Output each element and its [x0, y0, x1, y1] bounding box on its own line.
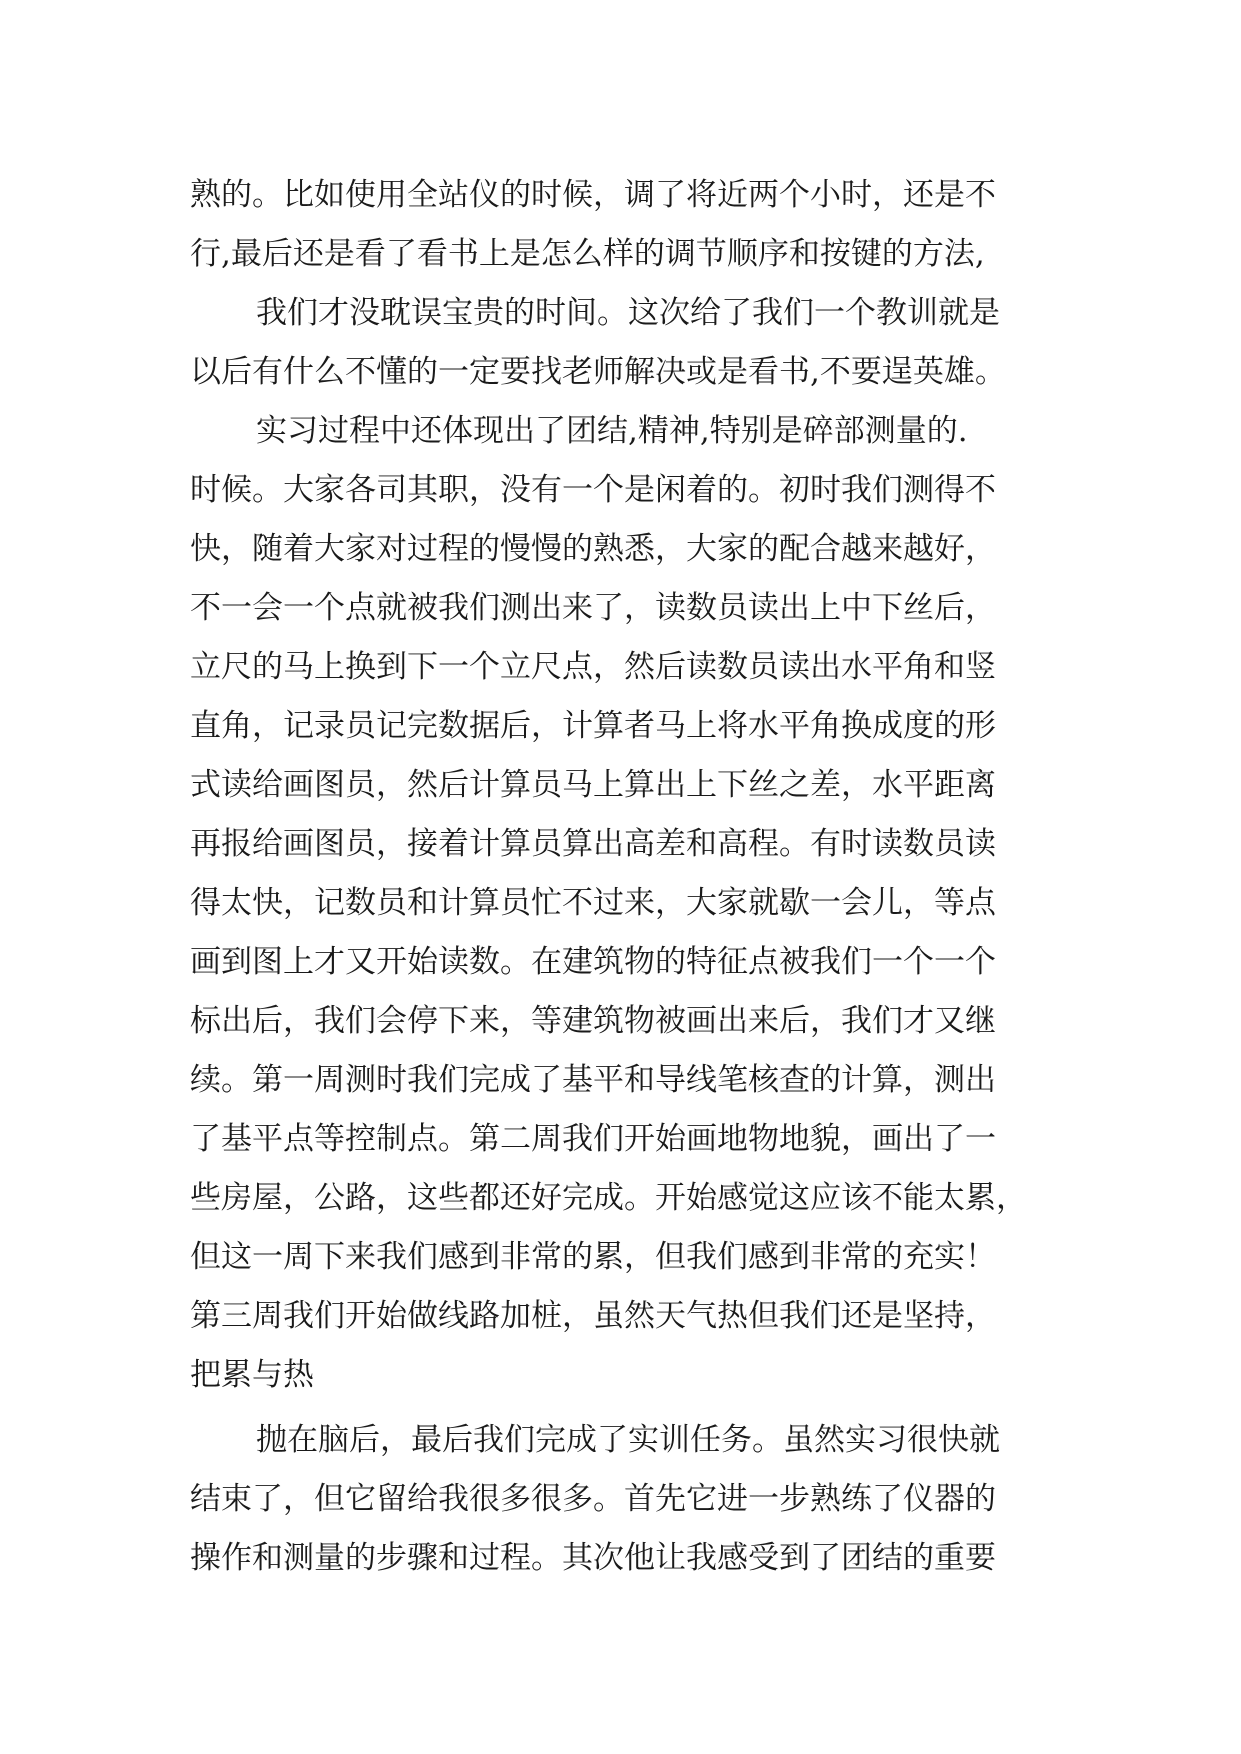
text-line: 第三周我们开始做线路加桩，虽然天气热但我们还是坚持，	[190, 1298, 996, 1334]
text-line: 以后有什么不懂的一定要找老师解决或是看书,不要逞英雄。	[190, 354, 1006, 390]
text-line: 不一会一个点就被我们测出来了，读数员读出上中下丝后，	[190, 590, 996, 626]
paragraph-1	[190, 166, 1090, 284]
text-line: 熟的。比如使用全站仪的时候，调了将近两个小时，还是不	[190, 177, 996, 213]
text-line: 快，随着大家对过程的慢慢的熟悉，大家的配合越来越好，	[190, 531, 996, 567]
text-line: 但这一周下来我们感到非常的累，但我们感到非常的充实！	[190, 1239, 996, 1275]
text-line: 式读给画图员，然后计算员马上算出上下丝之差，水平距离	[190, 767, 996, 803]
text-line: 得太快，记数员和计算员忙不过来，大家就歇一会儿，等点	[190, 885, 996, 921]
text-line: 些房屋，公路，这些都还好完成。开始感觉这应该不能太累，	[190, 1180, 1027, 1216]
text-line: 实习过程中还体现出了团结,精神,特别是碎部测量的.	[256, 413, 968, 449]
text-line: 标出后，我们会停下来，等建筑物被画出来后，我们才又继	[190, 1003, 996, 1039]
text-line: 立尺的马上换到下一个立尺点，然后读数员读出水平角和竖	[190, 649, 996, 685]
text-line: 再报给画图员，接着计算员算出高差和高程。有时读数员读	[190, 826, 996, 862]
text-line: 结束了，但它留给我很多很多。首先它进一步熟练了仪器的	[190, 1481, 996, 1517]
text-line: 把累与热	[190, 1357, 314, 1393]
text-line: 行,最后还是看了看书上是怎么样的调节顺序和按键的方法,	[190, 236, 985, 272]
body-text	[190, 166, 1090, 1588]
text-line: 续。第一周测时我们完成了基平和导线笔核查的计算，测出	[190, 1062, 996, 1098]
paragraph-3	[190, 402, 1090, 1405]
text-line: 我们才没耽误宝贵的时间。这次给了我们一个教训就是	[256, 295, 1000, 331]
paragraph-4	[190, 1411, 1090, 1588]
text-line: 直角，记录员记完数据后，计算者马上将水平角换成度的形	[190, 708, 996, 744]
text-line: 抛在脑后，最后我们完成了实训任务。虽然实习很快就	[256, 1422, 1000, 1458]
paragraph-2	[190, 284, 1090, 402]
text-line: 时候。大家各司其职，没有一个是闲着的。初时我们测得不	[190, 472, 996, 508]
text-line: 画到图上才又开始读数。在建筑物的特征点被我们一个一个	[190, 944, 996, 980]
text-line: 了基平点等控制点。第二周我们开始画地物地貌，画出了一	[190, 1121, 996, 1157]
text-line: 操作和测量的步骤和过程。其次他让我感受到了团结的重要	[190, 1540, 996, 1576]
